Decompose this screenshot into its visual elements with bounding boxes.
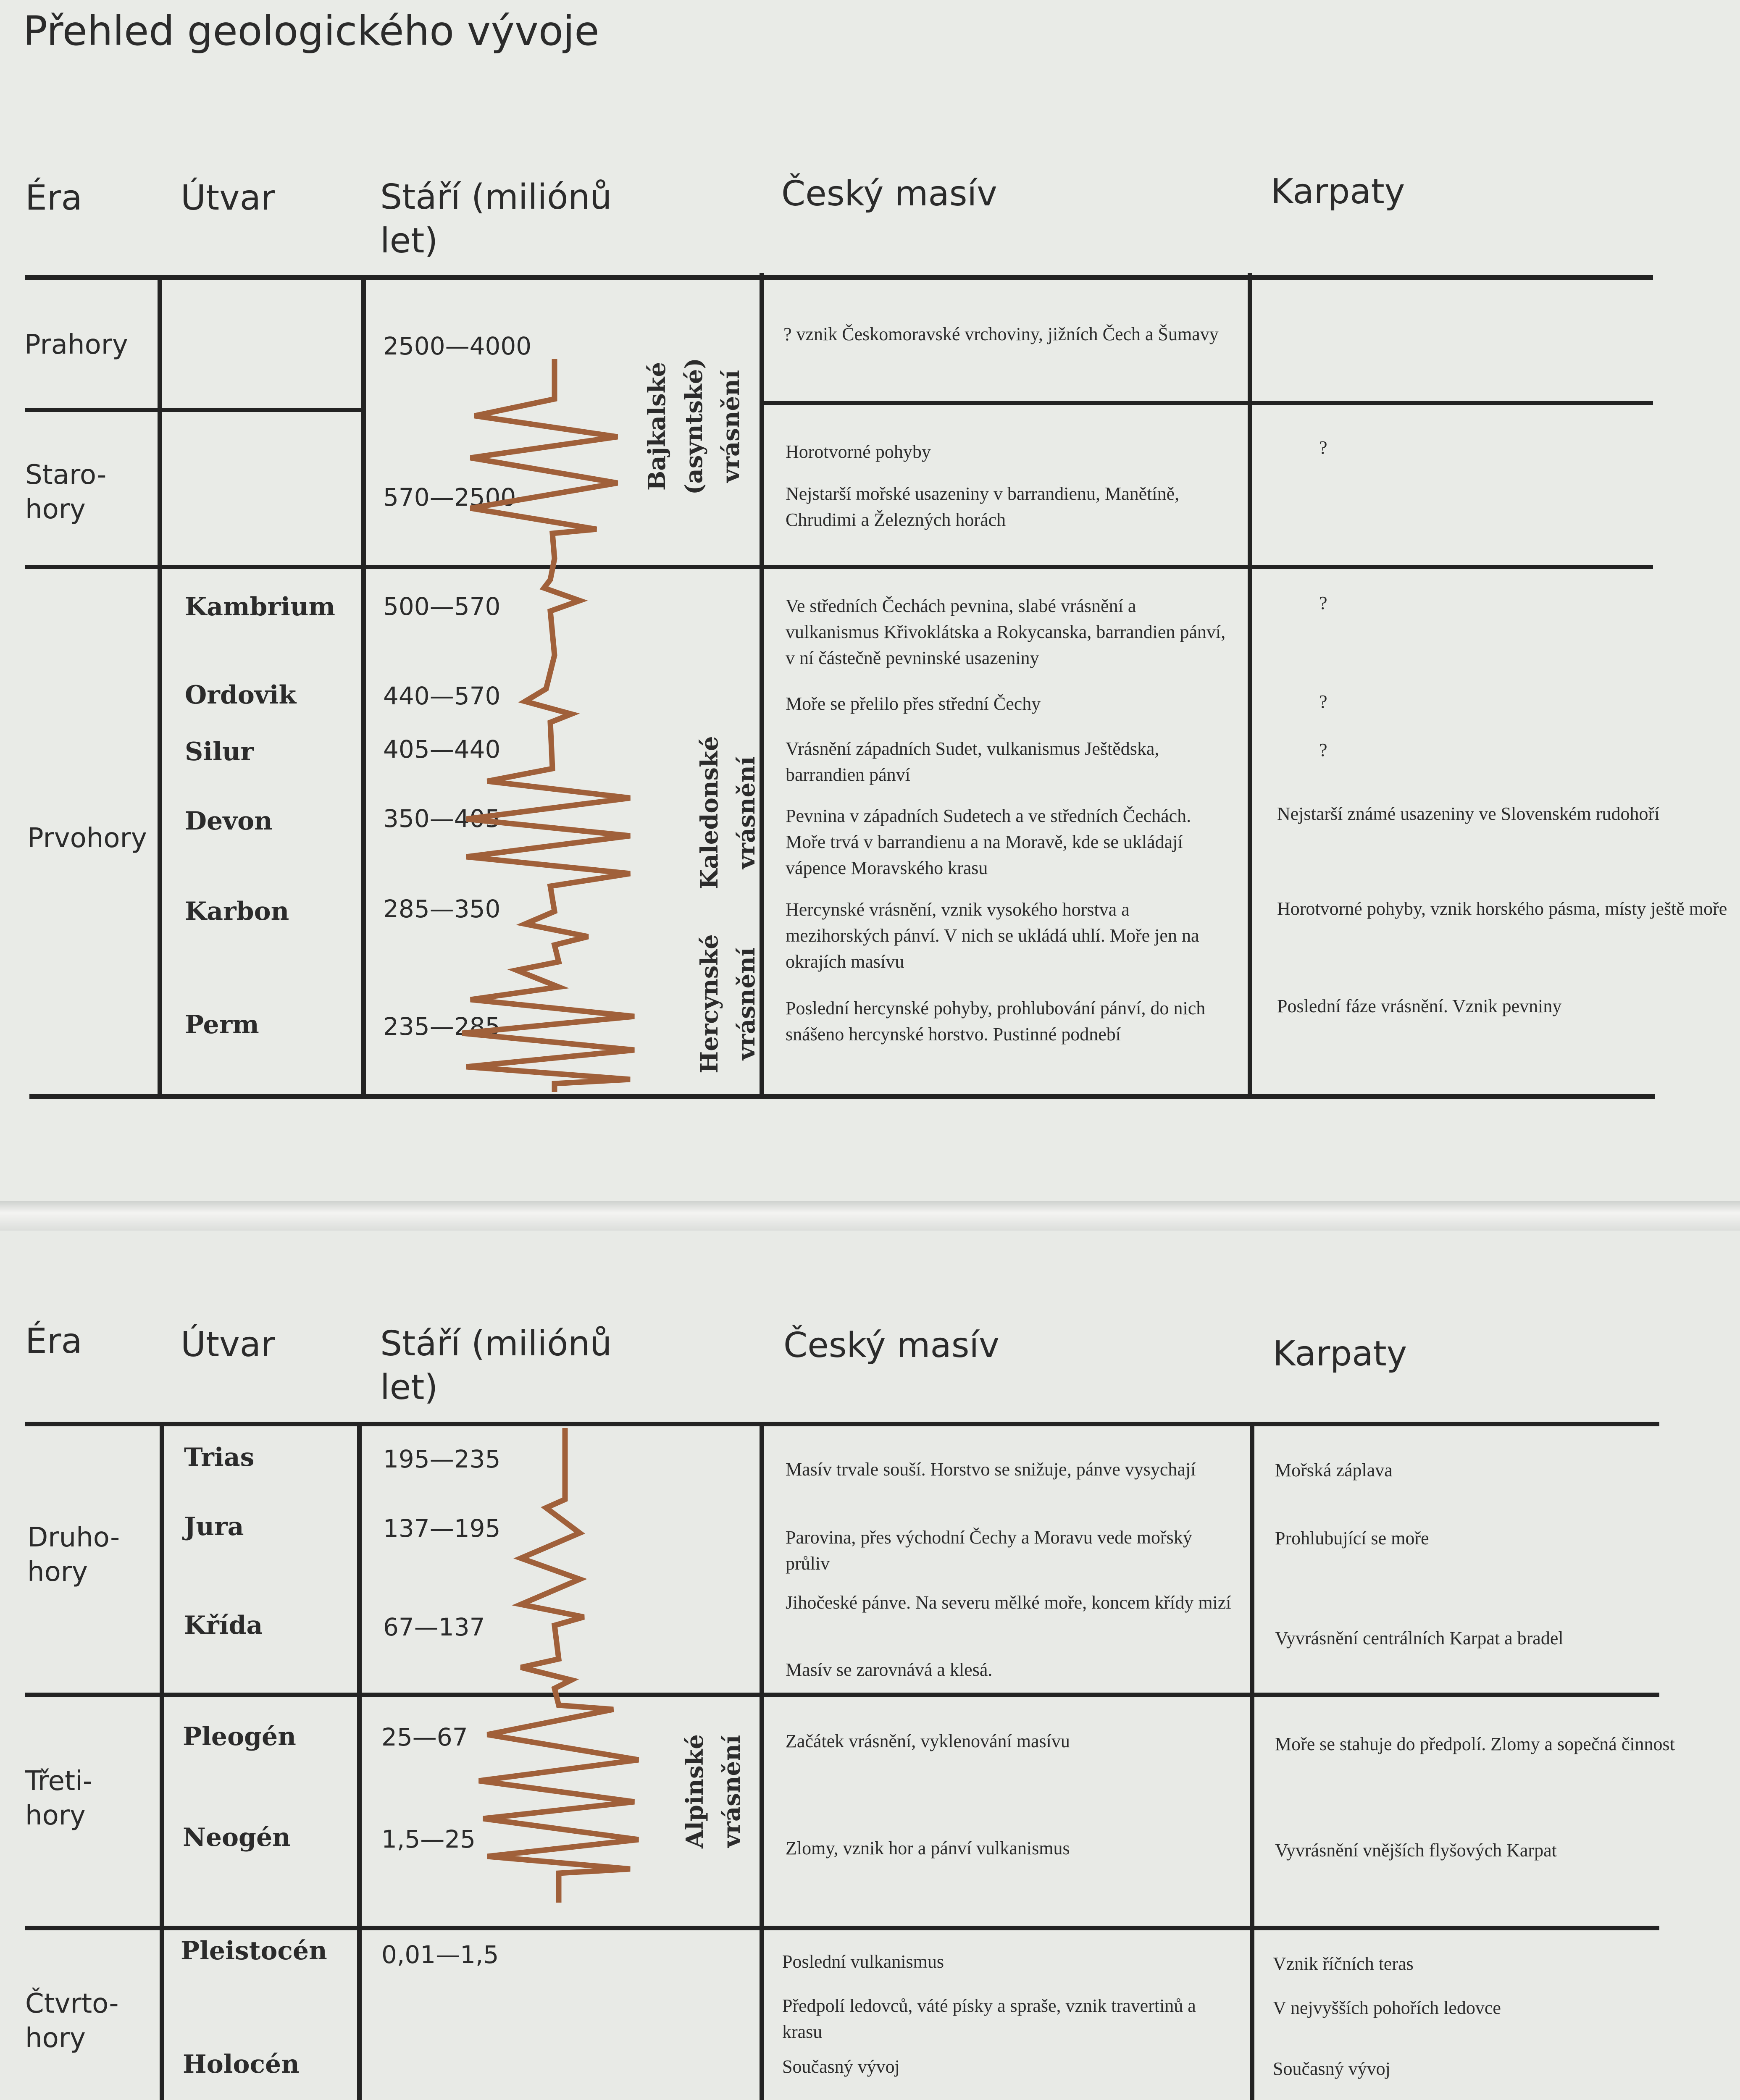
page-title: Přehled geologického vývoje xyxy=(23,8,599,55)
kp-perm: Poslední fáze vrásnění. Vznik pevniny xyxy=(1277,996,1562,1016)
era-prvohory: Prvohory xyxy=(27,823,147,854)
cm-prahory: ? vznik Českomoravské vrchoviny, jižních Čech a Šumavy xyxy=(783,324,1219,344)
era-druhohory-2: hory xyxy=(27,1557,88,1588)
cm-kambrium: Ve středních Čechách pevnina, slabé vrásnění a vulkanismus Křivoklátska a Rokycanska, barrandien pánví, v ní částečně pevninské usazeniny xyxy=(786,596,1226,668)
header-karpaty: Karpaty xyxy=(1271,172,1405,212)
utvar-jura: Jura xyxy=(184,1512,244,1541)
kp-silur: ? xyxy=(1319,740,1327,760)
folding-curve-top xyxy=(0,0,756,1201)
cm-pleogen: Začátek vrásnění, vyklenování masívu xyxy=(786,1731,1070,1751)
label-alpinske: Alpinské vrásnění xyxy=(681,1734,746,1848)
cm-ordovik: Moře se přelilo přes střední Čechy xyxy=(786,693,1041,714)
label-hercynske: Hercynské vrásnění xyxy=(696,934,760,1074)
cm-trias: Masív trvale souší. Horstvo se snižuje, pánve vysychají xyxy=(786,1459,1196,1480)
kp-holocen: Současný vývoj xyxy=(1273,2058,1390,2079)
kp-kambrium: ? xyxy=(1319,593,1327,613)
kp-neogen: Vyvrásnění vnějších flyšových Karpat xyxy=(1275,1840,1557,1861)
utvar-krida: Křída xyxy=(184,1611,263,1640)
age-pleogen: 25—67 xyxy=(381,1723,468,1751)
cm-karbon: Hercynské vrásnění, vznik vysokého horstva a mezihorských pánví. V nich se ukládá uhlí. Moře jen na okrajích masívu xyxy=(786,899,1199,972)
utvar-silur: Silur xyxy=(185,737,254,766)
era-starohory-2: hory xyxy=(25,494,86,525)
kp-pleistocen: Vznik říčních teras xyxy=(1273,1953,1414,1974)
era-ctvrtohory-2: hory xyxy=(25,2023,86,2054)
kp-ordovik: ? xyxy=(1319,691,1327,712)
header-era: Éra xyxy=(25,178,82,218)
utvar-ordovik: Ordovik xyxy=(185,680,297,710)
kp-jura: Prohlubující se moře xyxy=(1275,1528,1429,1549)
cm-perm: Poslední hercynské pohyby, prohlubování pánví, do nich snášeno hercynské horstvo. Pustinné podnebí xyxy=(786,998,1206,1045)
header-utvar-2: Útvar xyxy=(181,1325,275,1365)
era-starohory-1: Staro- xyxy=(25,459,107,491)
kp-ledovce: V nejvyšších pohořích ledovce xyxy=(1273,1998,1501,2018)
age-karbon: 285—350 xyxy=(383,895,501,923)
utvar-holocen: Holocén xyxy=(183,2050,300,2079)
cm-starohory-b: Nejstarší mořské usazeniny v barrandienu, Manětíně, Chrudimi a Železných horách xyxy=(786,483,1180,530)
age-ordovik: 440—570 xyxy=(383,682,501,710)
cm-ledovce: Předpolí ledovců, váté písky a spraše, vznik travertinů a krasu xyxy=(782,1995,1196,2042)
header-stari-line2: let) xyxy=(380,221,438,261)
kp-starohory: ? xyxy=(1319,437,1327,458)
age-perm: 235—285 xyxy=(383,1012,501,1041)
kp-pleogen: Moře se stahuje do předpolí. Zlomy a sopečná činnost xyxy=(1275,1734,1675,1754)
page-fold xyxy=(0,1201,1740,1231)
kp-karbon: Horotvorné pohyby, vznik horského pásma, místy ještě moře xyxy=(1277,898,1727,919)
col-divider-3b xyxy=(760,1424,764,2100)
cm-silur: Vrásnění západních Sudet, vulkanismus Ještědska, barrandien pánví xyxy=(786,738,1159,785)
cm-krida-b: Masív se zarovnává a klesá. xyxy=(786,1659,993,1680)
utvar-pleogen: Pleogén xyxy=(183,1722,296,1751)
header-stari-line1-2: Stáří (miliónů xyxy=(380,1324,612,1364)
age-devon: 350—405 xyxy=(383,804,501,833)
header-karpaty-2: Karpaty xyxy=(1273,1334,1407,1374)
era-prahory: Prahory xyxy=(24,329,128,360)
age-trias: 195—235 xyxy=(383,1445,501,1473)
utvar-karbon: Karbon xyxy=(185,897,289,926)
label-bajkalske: Bajkalské (asyntské) vrásnění xyxy=(643,358,745,495)
header-utvar: Útvar xyxy=(181,178,275,218)
kp-krida: Vyvrásnění centrálních Karpat a bradel xyxy=(1275,1628,1564,1648)
utvar-kambrium: Kambrium xyxy=(185,592,335,622)
cm-pleistocen: Poslední vulkanismus xyxy=(782,1951,944,1972)
cm-devon: Pevnina v západních Sudetech a ve středních Čechách. Moře trvá v barrandienu a na Moravě, kde se ukládají vápence Moravského krasu xyxy=(786,806,1191,878)
page-bottom xyxy=(0,1231,1740,2100)
header-stari-line1: Stáří (miliónů xyxy=(380,177,612,217)
col-divider-4b xyxy=(1250,1424,1254,2100)
header-stari-line2-2: let) xyxy=(380,1368,438,1407)
age-starohory: 570—2500 xyxy=(383,483,516,512)
age-prahory: 2500—4000 xyxy=(383,332,532,360)
age-kambrium: 500—570 xyxy=(383,592,501,621)
age-pleistocen: 0,01—1,5 xyxy=(381,1940,499,1969)
age-silur: 405—440 xyxy=(383,735,501,764)
utvar-perm: Perm xyxy=(185,1010,259,1040)
header-cesky-masiv-2: Český masív xyxy=(783,1326,999,1365)
cm-krida-a: Jihočeské pánve. Na severu mělké moře, koncem křídy mizí xyxy=(786,1592,1231,1613)
age-jura: 137—195 xyxy=(383,1514,501,1543)
age-neogen: 1,5—25 xyxy=(381,1825,476,1853)
cm-starohory-a: Horotvorné pohyby xyxy=(786,441,931,462)
label-kaledonske: Kaledonské vrásnění xyxy=(696,736,760,890)
cm-neogen: Zlomy, vznik hor a pánví vulkanismus xyxy=(786,1838,1070,1858)
era-ctvrtohory-1: Čtvrto- xyxy=(25,1988,119,2019)
col-divider-4 xyxy=(1248,273,1252,1096)
header-era-2: Éra xyxy=(25,1321,82,1361)
era-druhohory-1: Druho- xyxy=(27,1522,120,1553)
utvar-pleistocen: Pleistocén xyxy=(181,1936,327,1966)
rule-prahory-right xyxy=(762,401,1653,405)
cm-jura: Parovina, přes východní Čechy a Moravu vede mořský průliv xyxy=(786,1527,1192,1574)
kp-devon: Nejstarší známé usazeniny ve Slovenském rudohoří xyxy=(1277,803,1660,824)
age-krida: 67—137 xyxy=(383,1613,485,1641)
utvar-devon: Devon xyxy=(185,806,273,836)
utvar-trias: Trias xyxy=(184,1443,255,1472)
header-cesky-masiv: Český masív xyxy=(781,174,997,214)
cm-holocen: Současný vývoj xyxy=(782,2056,900,2077)
era-tretihory-1: Třeti- xyxy=(25,1766,92,1797)
utvar-neogen: Neogén xyxy=(183,1823,291,1852)
era-tretihory-2: hory xyxy=(25,1800,86,1831)
kp-trias: Mořská záplava xyxy=(1275,1460,1393,1480)
folding-curve-bottom xyxy=(0,1231,756,2100)
